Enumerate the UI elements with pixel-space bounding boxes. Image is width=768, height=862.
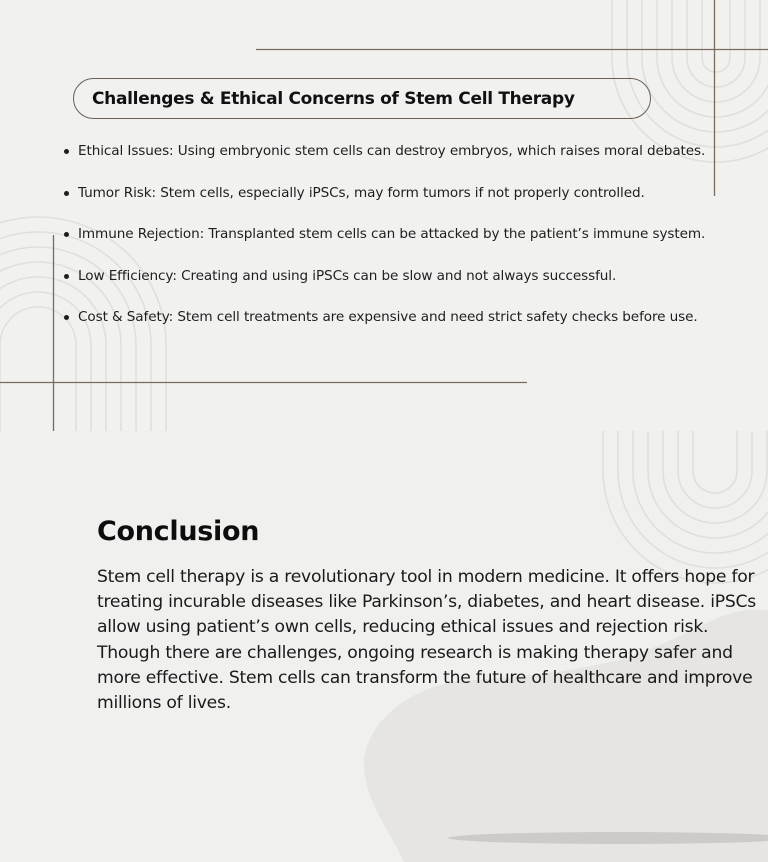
challenges-list [62,140,762,348]
challenge-item-immune: Immune Rejection: Transplanted stem cells can be attacked by the patient’s immune system. [62,223,762,265]
conclusion-body: Stem cell therapy is a revolutionary tool in modern medicine. It offers hope for treating incurable diseases like Parkinson’s, diabetes, and heart disease. iPSCs allow using patient’s own cells, reducing ethical issues and rejection risk. Though there are challenges, ongoing research is making therapy safer and more effective. Stem cells can transform the future of healthcare and improve millions of lives. [97,567,756,714]
conclusion-title: Conclusion [97,516,260,547]
challenge-item-tumor: Tumor Risk: Stem cells, especially iPSCs, may form tumors if not properly controlled. [62,182,762,224]
challenges-title-pill [73,78,651,119]
conclusion-slide [0,431,768,862]
challenge-item-ethical: Ethical Issues: Using embryonic stem cells can destroy embryos, which raises moral debates. [62,140,762,182]
arch-pattern-right [603,431,768,583]
challenges-title: Challenges & Ethical Concerns of Stem Cell Therapy [92,88,575,109]
challenge-item-cost: Cost & Safety: Stem cell treatments are expensive and need strict safety checks before use. [62,306,762,348]
challenge-item-efficiency: Low Efficiency: Creating and using iPSCs can be slow and not always successful. [62,265,762,307]
